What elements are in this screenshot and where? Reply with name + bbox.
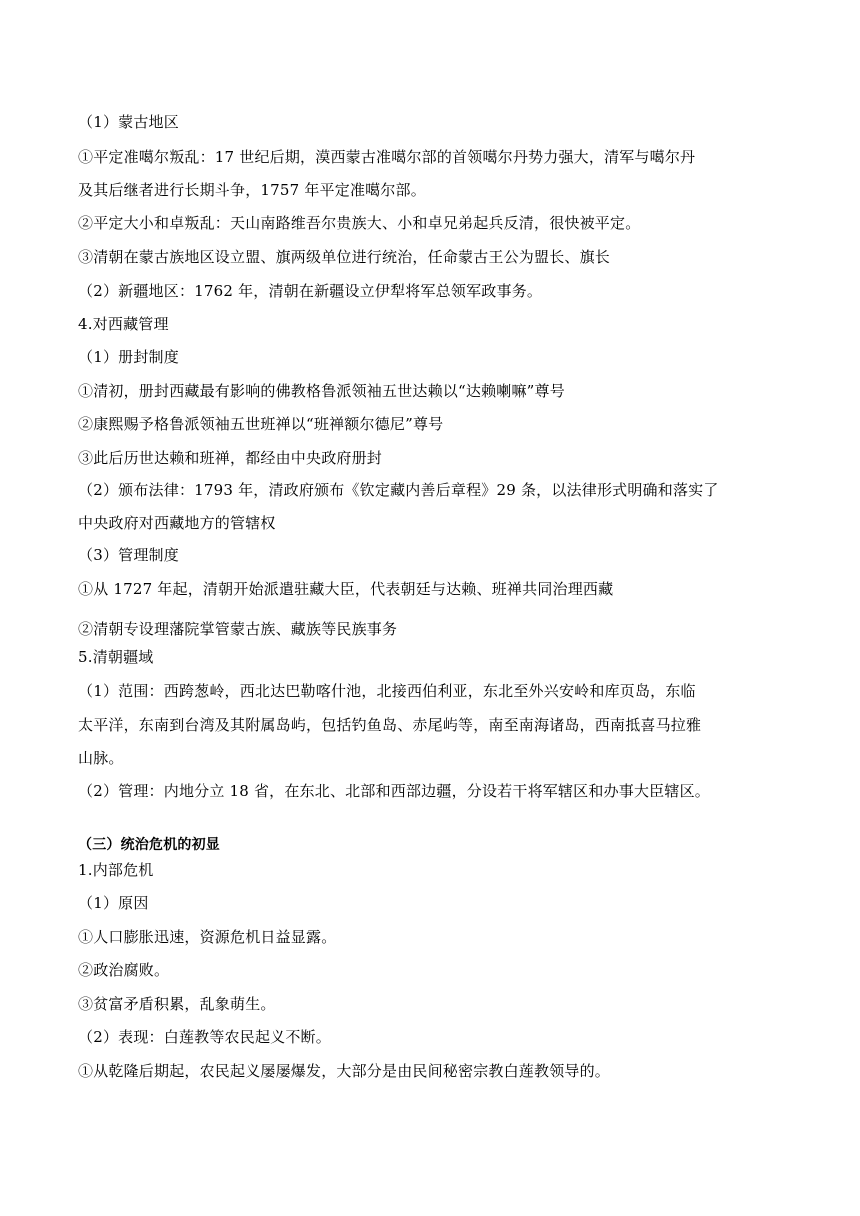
subheading-xinjiang: （2）新疆地区：1762 年，清朝在新疆设立伊犁将军总领军政事务。 — [78, 282, 543, 300]
section-heading-crisis: （三）统治危机的初显 — [78, 837, 220, 853]
paragraph-line: ②康熙赐予格鲁派领袖五世班禅以“班禅额尔德尼”尊号 — [78, 415, 444, 433]
subheading-manifestation: （2）表现：白莲教等农民起义不断。 — [78, 1028, 331, 1046]
paragraph-line: （2）管理：内地分立 18 省，在东北、北部和西部边疆，分设若干将军辖区和办事大臣辖区。 — [78, 782, 710, 800]
paragraph-line: （1）范围：西跨葱岭，西北达巴勒喀什池，北接西伯利亚，东北至外兴安岭和库页岛，东临 — [78, 682, 696, 700]
subheading-mongolia: （1）蒙古地区 — [78, 113, 179, 131]
paragraph-line: 山脉。 — [78, 749, 124, 767]
section-heading-territory: 5.清朝疆域 — [78, 648, 154, 666]
paragraph-line: 太平洋，东南到台湾及其附属岛屿，包括钓鱼岛、赤尾屿等，南至南海诸岛，西南抵喜马拉雅 — [78, 716, 702, 734]
paragraph-line: ①清初，册封西藏最有影响的佛教格鲁派领袖五世达赖以“达赖喇嘛”尊号 — [78, 382, 565, 400]
paragraph-line: ③贫富矛盾积累，乱象萌生。 — [78, 995, 276, 1013]
paragraph-line: ②清朝专设理藩院掌管蒙古族、藏族等民族事务 — [78, 620, 398, 638]
paragraph-line: ①人口膨胀迅速，资源危机日益显露。 — [78, 928, 337, 946]
subheading-investiture: （1）册封制度 — [78, 348, 179, 366]
paragraph-line: ②平定大小和卓叛乱：天山南路维吾尔贵族大、小和卓兄弟起兵反清，很快被平定。 — [78, 214, 641, 232]
paragraph-line: ①平定准噶尔叛乱：17 世纪后期，漠西蒙古准噶尔部的首领噶尔丹势力强大，清军与噶尔丹 — [78, 148, 696, 166]
paragraph-line: ①从乾隆后期起，农民起义屡屡爆发，大部分是由民间秘密宗教白莲教领导的。 — [78, 1062, 611, 1080]
section-heading-internal-crisis: 1.内部危机 — [78, 861, 154, 879]
paragraph-line: 及其后继者进行长期斗争，1757 年平定准噶尔部。 — [78, 181, 426, 199]
subheading-causes: （1）原因 — [78, 894, 149, 912]
subheading-law: （2）颁布法律：1793 年，清政府颁布《钦定藏内善后章程》29 条，以法律形式明确和落实了 — [78, 481, 719, 499]
paragraph-line: ②政治腐败。 — [78, 961, 170, 979]
subheading-management: （3）管理制度 — [78, 546, 179, 564]
paragraph-line: 中央政府对西藏地方的管辖权 — [78, 514, 276, 532]
paragraph-line: ①从 1727 年起，清朝开始派遣驻藏大臣，代表朝廷与达赖、班禅共同治理西藏 — [78, 580, 614, 598]
paragraph-line: ③此后历世达赖和班禅，都经由中央政府册封 — [78, 449, 383, 467]
section-heading-tibet: 4.对西藏管理 — [78, 315, 169, 333]
paragraph-line: ③清朝在蒙古族地区设立盟、旗两级单位进行统治，任命蒙古王公为盟长、旗长 — [78, 248, 611, 266]
